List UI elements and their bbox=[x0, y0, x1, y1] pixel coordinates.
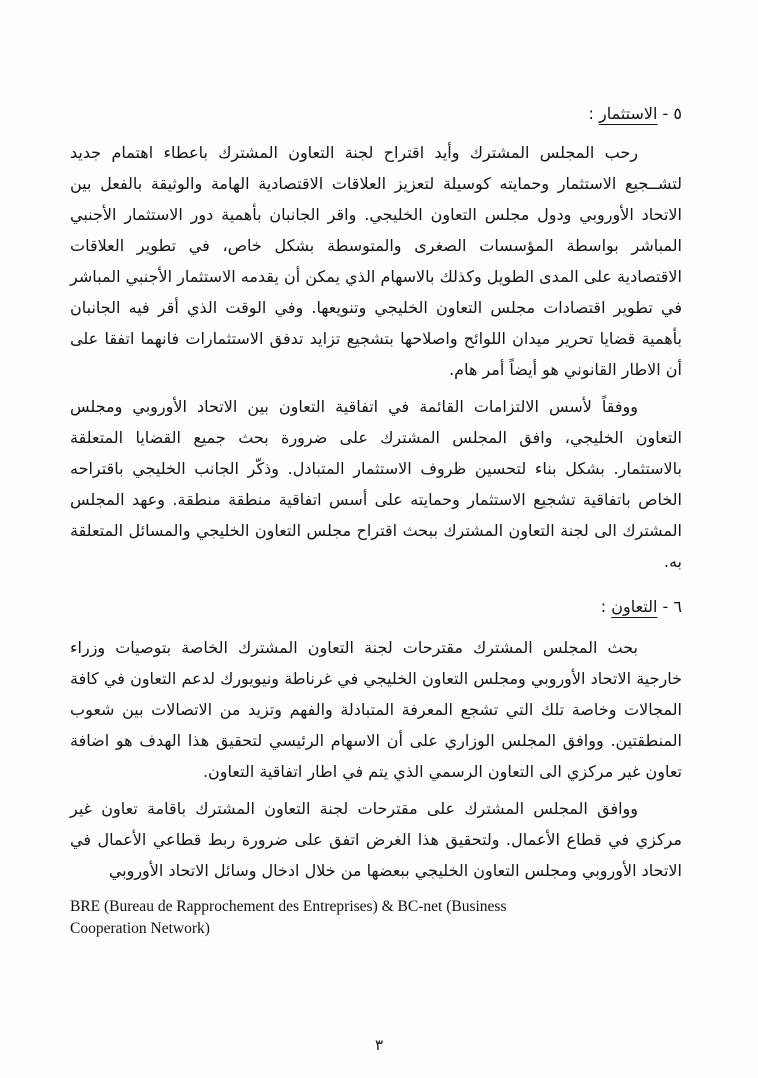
section-title: التعاون bbox=[611, 597, 658, 616]
section-number: ٥ - bbox=[662, 104, 682, 123]
footnote-line: Cooperation Network) bbox=[70, 920, 210, 937]
footnote bbox=[70, 896, 682, 940]
paragraph: ووفقاً لأسس الالتزامات القائمة في اتفاقية التعاون بين الاتحاد الأوروبي ومجلس التعاون الخليجي، وافق المجلس المشترك على ضرورة بحث جميع القضايا المتعلقة بالاستثمار. بشكل بناء لتحسين ظروف الاستثمار المتبادل. وذكّر الجانب الخليجي باقتراحه الخاص باتفاقية تشجيع الاستثمار وحمايته على أسس اتفاقية منطقة منطقة. وعهد المجلس المشترك الى لجنة التعاون المشترك ببحث اقتراح مجلس التعاون الخليجي والمسائل المتعلقة به. bbox=[70, 397, 682, 571]
section-title-suffix: : bbox=[588, 104, 594, 123]
section-title-suffix: : bbox=[600, 597, 607, 616]
section-number: ٦ - bbox=[662, 597, 682, 616]
paragraph: بحث المجلس المشترك مقترحات لجنة التعاون المشترك الخاصة بتوصيات وزراء خارجية الاتحاد الأوروبي ومجلس التعاون الخليجي في غرناطة ونيويورك لدعم التعاون في كافة المجالات وخاصة تلك التي تشجع المعرفة المتبادلة والفهم وتزيد من الاتصالات بين شعوب المنطقتين. ووافق المجلس الوزاري على أن الاسهام الرئيسي لتحقيق هذا الهدف هو اضافة تعاون غير مركزي الى التعاون الرسمي الذي يتم في اطار اتفاقية التعاون. bbox=[70, 638, 682, 781]
section-title: الاستثمار bbox=[598, 104, 658, 123]
paragraph: رحب المجلس المشترك وأيد اقتراح لجنة التعاون المشترك باعطاء اهتمام جديد لتشــجيع الاستثمار وحمايته كوسيلة لتعزيز العلاقات الاقتصادية الهامة والوثيقة بالفعل بين الاتحاد الأوروبي ودول مجلس التعاون الخليجي. واقر الجانبان بأهمية دور الاستثمار الأجنبي المباشر بواسطة المؤسسات الصغرى والمتوسطة بشكل خاص، في تطوير العلاقات الاقتصادية على المدى الطويل وكذلك بالاسهام الذي يمكن أن يقدمه الاستثمار الأجنبي المباشر في تطوير اقتصادات مجلس التعاون الخليجي وتنويعها. وفي الوقت الذي أقر فيه الجانبان بأهمية قضايا تحرير ميدان اللوائح واصلاحها بتشجيع تزايد تدفق الاستثمارات فانهما اتفقا على أن الاطار القانوني هو أيضاً أمر هام. bbox=[70, 143, 682, 379]
section-heading-cooperation bbox=[70, 591, 682, 622]
footnote-line: BRE (Bureau de Rapprochement des Entreprises) & BC-net (Business bbox=[70, 898, 507, 915]
page-number: ٣ bbox=[374, 1036, 384, 1054]
section-heading-investment bbox=[70, 98, 682, 129]
paragraph: ووافق المجلس المشترك على مقترحات لجنة التعاون المشترك باقامة تعاون غير مركزي في قطاع الأعمال. ولتحقيق هذا الغرض اتفق على ضرورة ربط قطاعي الأعمال في الاتحاد الأوروبي ومجلس التعاون الخليجي ببعضها من خلال ادخال وسائل الاتحاد الأوروبي bbox=[70, 799, 682, 880]
document-body bbox=[70, 98, 682, 886]
